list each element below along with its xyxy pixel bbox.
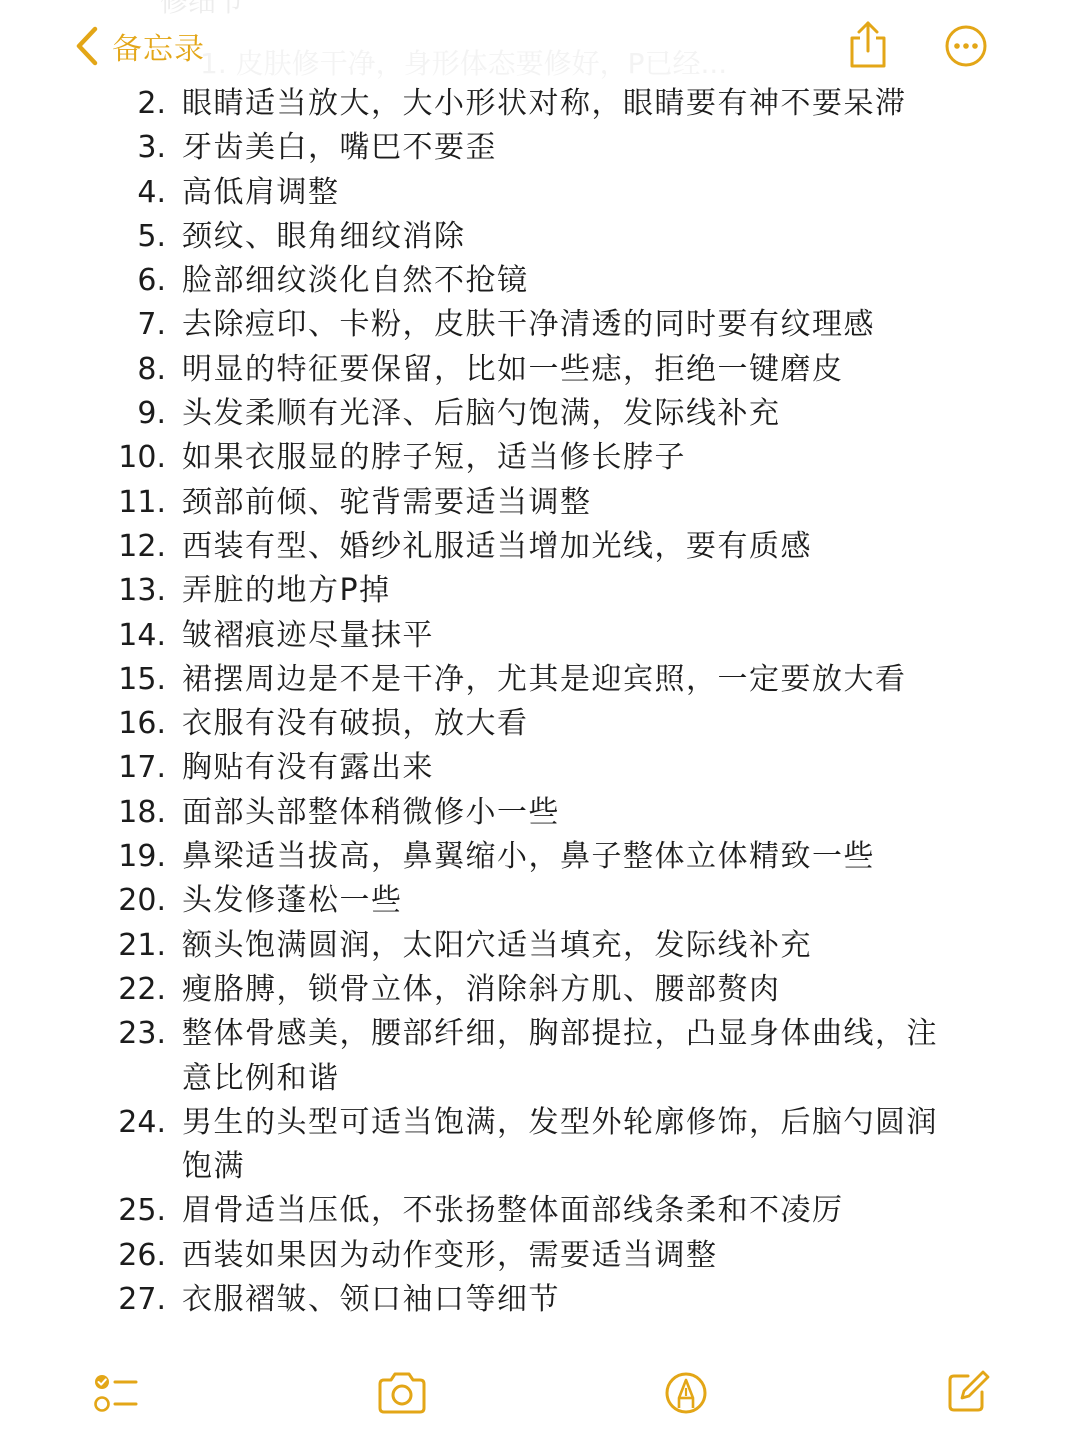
back-label: 备忘录 — [112, 32, 205, 67]
list-item — [0, 126, 1080, 170]
list-item — [0, 525, 1080, 569]
list-item-text: 颈部前倾、驼背需要适当调整 — [182, 484, 592, 520]
list-item — [0, 215, 1080, 259]
list-item-number: 13. — [118, 573, 166, 609]
list-item — [0, 436, 1080, 480]
list-item-text: 颈纹、眼角细纹消除 — [182, 218, 466, 254]
list-item-number: 26. — [118, 1237, 166, 1273]
list-item-number: 25. — [118, 1193, 166, 1229]
more-button[interactable] — [944, 24, 988, 68]
checklist-icon — [92, 1372, 140, 1416]
list-item-number: 24. — [118, 1104, 166, 1140]
list-item-number: 21. — [118, 927, 166, 963]
list-item — [0, 702, 1080, 746]
list-item-number: 6. — [137, 263, 166, 299]
list-item-number: 4. — [137, 174, 166, 210]
list-item — [0, 614, 1080, 658]
list-item — [0, 82, 1080, 126]
list-item-text: 头发柔顺有光泽、后脑勺饱满，发际线补充 — [182, 396, 781, 432]
list-item-text: 如果衣服显的脖子短，适当修长脖子 — [182, 440, 686, 476]
list-item-number: 8. — [137, 351, 166, 387]
list-item-text: 头发修蓬松一些 — [182, 883, 403, 919]
list-item-text: 去除痘印、卡粉，皮肤干净清透的同时要有纹理感 — [182, 307, 875, 343]
list-item-number: 18. — [118, 794, 166, 830]
list-item — [0, 924, 1080, 968]
list-item-text: 明显的特征要保留，比如一些痣，拒绝一键磨皮 — [182, 351, 844, 387]
list-item-text: 面部头部整体稍微修小一些 — [182, 794, 560, 830]
list-item-number: 3. — [137, 130, 166, 166]
list-item — [0, 569, 1080, 613]
list-item-text: 裙摆周边是不是干净，尤其是迎宾照，一定要放大看 — [182, 661, 907, 697]
list-item-number: 16. — [118, 706, 166, 742]
list-item-text: 衣服有没有破损，放大看 — [182, 706, 529, 742]
list-item-text: 眉骨适当压低，不张扬整体面部线条柔和不凌厉 — [182, 1193, 844, 1229]
list-item-number: 23. — [118, 1016, 166, 1052]
note-list — [0, 82, 1080, 1322]
list-item-text: 西装如果因为动作变形，需要适当调整 — [182, 1237, 718, 1273]
list-item — [0, 658, 1080, 702]
list-item — [0, 1234, 1080, 1278]
checklist-button[interactable] — [92, 1372, 140, 1416]
list-item-number: 9. — [137, 396, 166, 432]
list-item — [0, 791, 1080, 835]
list-item-number: 5. — [137, 218, 166, 254]
list-item-text: 高低肩调整 — [182, 174, 340, 210]
list-item-text: 胸贴有没有露出来 — [182, 750, 434, 786]
list-item-number: 11. — [118, 484, 166, 520]
markup-button[interactable] — [664, 1370, 708, 1416]
list-item-text: 额头饱满圆润，太阳穴适当填充，发际线补充 — [182, 927, 812, 963]
list-item — [0, 171, 1080, 215]
list-item — [0, 1189, 1080, 1233]
list-item-number: 10. — [118, 440, 166, 476]
share-icon — [846, 20, 890, 70]
list-item-number: 15. — [118, 661, 166, 697]
list-item-text: 牙齿美白，嘴巴不要歪 — [182, 130, 497, 166]
compose-button[interactable] — [946, 1368, 990, 1414]
list-item-text: 眼睛适当放大，大小形状对称，眼睛要有神不要呆滞 — [182, 86, 907, 121]
list-item — [0, 481, 1080, 525]
list-item — [0, 1012, 1080, 1101]
share-button[interactable] — [846, 20, 890, 70]
markup-pen-icon — [664, 1370, 708, 1416]
list-item — [0, 835, 1080, 879]
list-item — [0, 879, 1080, 923]
list-item — [0, 303, 1080, 347]
list-item-text: 衣服褶皱、领口袖口等细节 — [182, 1282, 560, 1318]
chevron-left-icon — [74, 26, 100, 66]
list-item — [0, 746, 1080, 790]
list-item-text: 整体骨感美，腰部纤细，胸部提拉，凸显身体曲线，注意比例和谐 — [182, 1016, 938, 1096]
list-item — [0, 1278, 1080, 1322]
list-item — [0, 1101, 1080, 1190]
bottom-toolbar — [0, 1356, 1080, 1440]
list-item-text: 皱褶痕迹尽量抹平 — [182, 617, 434, 653]
camera-icon — [376, 1370, 428, 1416]
navigation-bar — [0, 0, 1080, 86]
list-item-text: 鼻梁适当拔高，鼻翼缩小，鼻子整体立体精致一些 — [182, 839, 875, 875]
ellipsis-circle-icon — [944, 24, 988, 68]
camera-button[interactable] — [376, 1370, 428, 1416]
list-item — [0, 259, 1080, 303]
list-item-number: 12. — [118, 528, 166, 564]
list-item — [0, 348, 1080, 392]
list-item-number: 17. — [118, 750, 166, 786]
list-item-number: 22. — [118, 971, 166, 1007]
list-item-number: 14. — [118, 617, 166, 653]
list-item — [0, 392, 1080, 436]
list-item-number: 19. — [118, 839, 166, 875]
list-item-number: 27. — [118, 1282, 166, 1318]
list-item-number: 7. — [137, 307, 166, 343]
list-item-text: 弄脏的地方P掉 — [182, 573, 391, 609]
list-item-number: 20. — [118, 883, 166, 919]
list-item-text: 西装有型、婚纱礼服适当增加光线，要有质感 — [182, 528, 812, 564]
list-item-number: 2. — [137, 86, 166, 121]
list-item-text: 男生的头型可适当饱满，发型外轮廓修饰，后脑勺圆润饱满 — [182, 1104, 938, 1185]
list-item-text: 瘦胳膊，锁骨立体，消除斜方肌、腰部赘肉 — [182, 971, 781, 1007]
list-item — [0, 968, 1080, 1012]
back-button[interactable] — [74, 22, 205, 70]
list-item-text: 脸部细纹淡化自然不抢镜 — [182, 263, 529, 299]
compose-icon — [946, 1368, 990, 1414]
